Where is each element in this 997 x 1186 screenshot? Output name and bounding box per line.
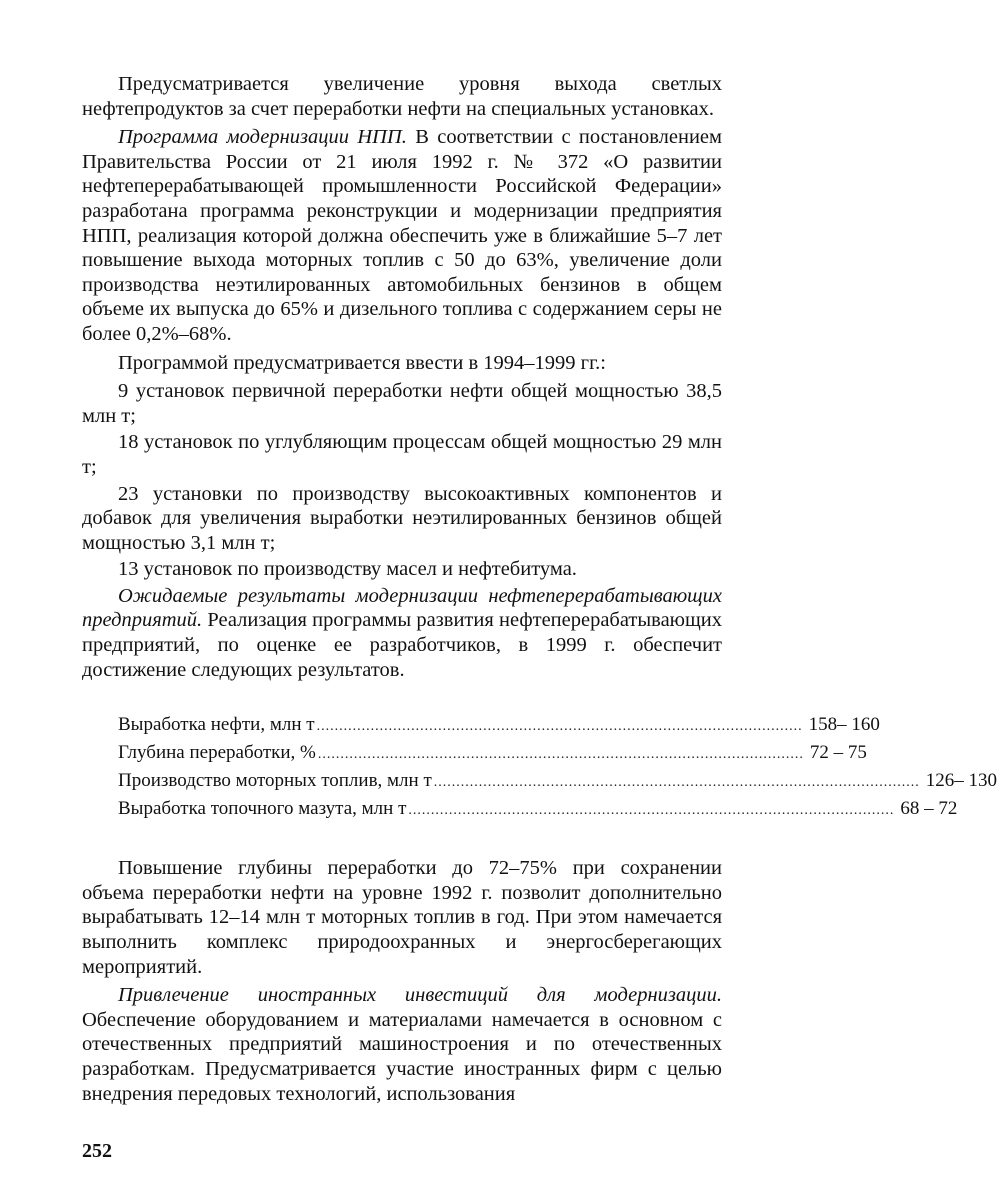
paragraph-expected-results (82, 584, 722, 682)
table-row (118, 712, 880, 740)
dot-leader: ............................................................................................................ (317, 747, 804, 763)
paragraph-investment-text: Обеспечение оборудованием и материалами намечается в основном с отечественных предприятий машиностроения и по отечественных разработкам. Предусматривается участие иностранных фирм с целью внедрения передовых технологий, использования (82, 1008, 722, 1105)
list-item: 9 установок первичной переработки нефти общей мощностью 38,5 млн т; (82, 380, 722, 427)
list-item: 13 установок по производству масел и нефтебитума. (118, 558, 577, 581)
section-lead-investment: Привлечение иностранных инвестиций для модернизации. (118, 984, 722, 1007)
paragraph-program-text: В соответствии с постановлением Правительства России от 21 июля 1992 г. № 372 «О развитии нефтеперерабатывающей промышленности Российской Федерации» разработана программа реконструкции и модернизации предприятия НПП, реализация которой должна обеспечить уже в ближайшие 5–7 лет повышение выхода моторных топлив с 50 до 63%, увеличение доли производства неэтилированных автомобильных бензинов в общем объеме их выпуска до 65% и дизельного топлива с содержанием серы не более 0,2%–68%. (82, 126, 722, 345)
row-label: Выработка топочного мазута, млн т (118, 798, 407, 820)
dot-leader: ............................................................................................................ (316, 719, 803, 735)
row-value: 72 – 75 (809, 742, 867, 764)
paragraph-results-text: Реализация программы развития нефтеперерабатывающих предприятий, по оценке ее разработчиков, в 1999 г. обеспечит достижение следующих результатов. (82, 609, 722, 681)
row-label: Глубина переработки, % (118, 742, 316, 764)
results-table (118, 712, 997, 824)
paragraph-program (82, 125, 722, 346)
paragraph-depth-increase: Повышение глубины переработки до 72–75% при сохранении объема переработки нефти на уровне 1992 г. позволит дополнительно вырабатывать 12–14 млн т моторных топлив в год. При этом намечается выполнить комплекс природоохранных и энергосберегающих мероприятий. (82, 857, 722, 978)
row-value: 68 – 72 (900, 798, 958, 820)
dot-leader: ............................................................................................................ (408, 803, 895, 819)
row-value: 158– 160 (808, 714, 880, 736)
row-label: Производство моторных топлив, млн т (118, 770, 432, 792)
section-lead-program: Программа модернизации НПП. (118, 126, 407, 149)
table-row (118, 768, 997, 796)
list-item: 18 установок по углубляющим процессам общей мощностью 29 млн т; (82, 431, 722, 478)
paragraph-plan: Программой предусматривается ввести в 1994–1999 гг.: (118, 351, 606, 374)
paragraph-intro: Предусматривается увеличение уровня выхода светлых нефтепродуктов за счет переработки нефти на специальных установках. (82, 73, 722, 120)
row-label: Выработка нефти, млн т (118, 714, 315, 736)
table-row (118, 740, 867, 768)
section-lead-results: Ожидаемые результаты модернизации нефтеперерабатывающих предприятий. (82, 584, 722, 632)
list-item: 23 установки по производству высокоактивных компонентов и добавок для увеличения выработки неэтилированных бензинов общей мощностью 3,1 млн т; (82, 482, 722, 554)
paragraph-foreign-investment (82, 983, 722, 1106)
page-number: 252 (82, 1140, 112, 1162)
row-value: 126– 130 (925, 770, 997, 792)
dot-leader: ............................................................................................................ (433, 775, 920, 791)
table-row (118, 796, 958, 824)
